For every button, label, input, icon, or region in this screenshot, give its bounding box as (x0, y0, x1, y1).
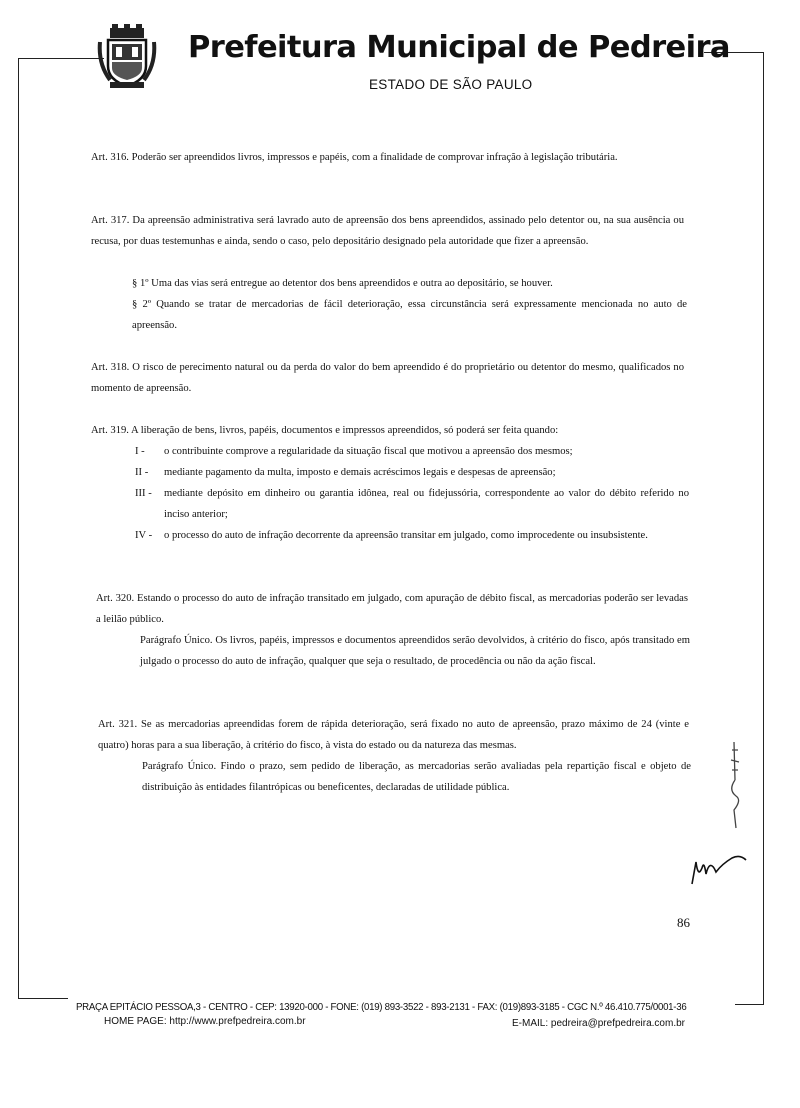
article-319-item-4: o processo do auto de infração decorrente da apreensão transitar em julgado, como improcedente ou insubsistente. (164, 530, 648, 541)
article-319-item-2: mediante pagamento da multa, imposto e demais acréscimos legais e despesas de apreensão; (164, 467, 556, 478)
article-320: Art. 320. Estando o processo do auto de infração transitado em julgado, com apuração de débito fiscal, as mercadorias poderão ser levadas a leilão público. (96, 593, 688, 625)
footer-email: E-MAIL: pedreira@prefpedreira.com.br (512, 1018, 685, 1029)
article-320-paragraph-unico: Parágrafo Único. Os livros, papéis, impressos e documentos apreendidos serão devolvidos, à critério do fisco, após transitado em julgado o processo do auto de infração, qualquer que seja o resultado, de procedência ou não da ação fiscal. (140, 635, 690, 667)
page-title: Prefeitura Municipal de Pedreira (188, 30, 730, 65)
article-319: Art. 319. A liberação de bens, livros, papéis, documentos e impressos apreendidos, só poderá ser feita quando: (91, 425, 559, 436)
handwritten-initial-mark (722, 740, 748, 830)
frame-line (18, 998, 68, 999)
article-316: Art. 316. Poderão ser apreendidos livros, impressos e papéis, com a finalidade de comprovar infração à legislação tributária. (91, 152, 618, 163)
article-317: Art. 317. Da apreensão administrativa será lavrado auto de apreensão dos bens apreendidos, assinado pelo detentor ou, na sua ausência ou recusa, por duas testemunhas e ainda, sendo o caso, pelo depositário designado pela autoridade que fizer a apreensão. (91, 215, 684, 247)
footer-homepage: HOME PAGE: http://www.prefpedreira.com.br (104, 1016, 306, 1027)
municipal-crest-icon (96, 22, 158, 92)
footer-address: PRAÇA EPITÁCIO PESSOA,3 - CENTRO - CEP: 13920-000 - FONE: (019) 893-3522 - 893-2131 - FAX: (019)893-3185 - CGC N.º 46.410.775/0001-36 (76, 1002, 687, 1013)
frame-line (735, 1004, 764, 1005)
article-317-paragraph-2: § 2º Quando se tratar de mercadorias de fácil deterioração, essa circunstância será expressamente mencionada no auto de apreensão. (132, 299, 687, 331)
frame-line (18, 58, 19, 998)
page-number: 86 (677, 915, 690, 930)
item-number: I - (135, 446, 145, 457)
frame-line (763, 52, 764, 1004)
item-number: III - (135, 488, 152, 499)
article-317-paragraph-1: § 1º Uma das vias será entregue ao detentor dos bens apreendidos e outra ao depositário, se houver. (132, 278, 553, 289)
article-321: Art. 321. Se as mercadorias apreendidas forem de rápida deterioração, será fixado no auto de apreensão, prazo máximo de 24 (vinte e quatro) horas para a sua liberação, à critério do fisco, à vista do estado ou da natureza das mesmas. (98, 719, 689, 751)
article-318: Art. 318. O risco de perecimento natural ou da perda do valor do bem apreendido é do proprietário ou detentor do mesmo, qualificados no momento de apreensão. (91, 362, 684, 394)
article-321-paragraph-unico: Parágrafo Único. Findo o prazo, sem pedido de liberação, as mercadorias serão avaliadas pela repartição fiscal e objeto de distribuição às entidades filantrópicas ou beneficentes, declaradas de utilidade pública. (142, 761, 691, 793)
item-number: IV - (135, 530, 153, 541)
handwritten-signature (688, 848, 748, 890)
item-number: II - (135, 467, 149, 478)
page-subtitle: ESTADO DE SÃO PAULO (369, 77, 533, 92)
frame-line (18, 58, 104, 59)
article-319-item-1: o contribuinte comprove a regularidade da situação fiscal que motivou a apreensão dos mesmos; (164, 446, 573, 457)
article-319-item-3: mediante depósito em dinheiro ou garantia idônea, real ou fidejussória, correspondente ao valor do débito referido no inciso anterior; (164, 488, 689, 520)
